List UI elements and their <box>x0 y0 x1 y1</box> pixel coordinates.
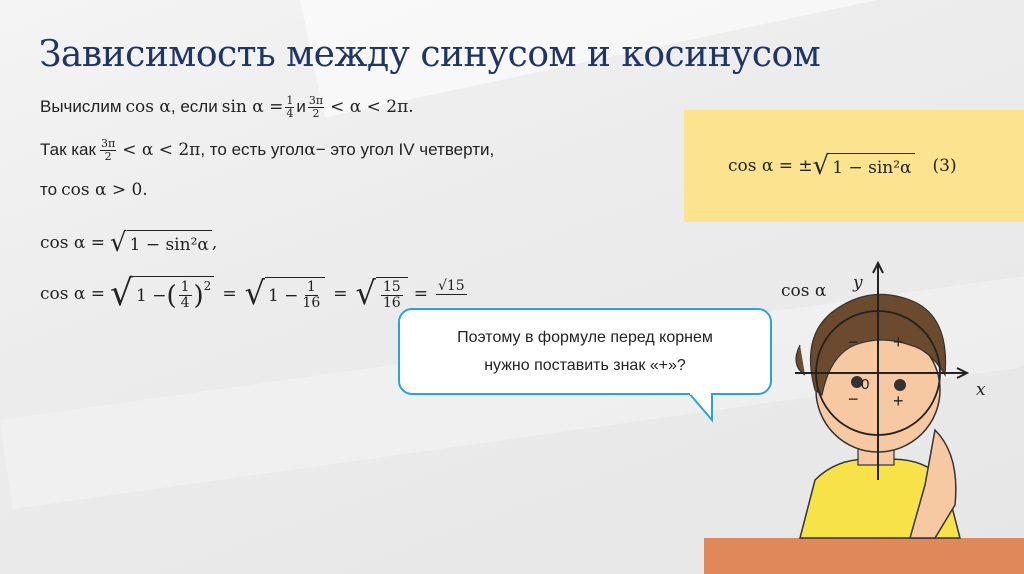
radical-sign-icon: √ <box>110 228 127 258</box>
radicand-text: 1 − <box>267 285 299 306</box>
formula-lhs: cos α = ± <box>728 156 813 176</box>
fraction-numerator: 15 <box>382 279 401 296</box>
radical-sign-icon: √ <box>110 273 133 314</box>
math-sin-alpha: sin α = <box>221 97 284 118</box>
slide-title: Зависимость между синусом и косинусом <box>39 34 821 75</box>
left-paren-icon: ( <box>166 280 177 311</box>
math-range: < α < 2π. <box>330 97 414 118</box>
math-cos-alpha: cos α <box>125 97 171 118</box>
statement-text: Так как <box>40 140 96 160</box>
formula-comma: , <box>211 233 218 253</box>
formula-number: (3) <box>932 156 957 176</box>
right-paren-icon: ) <box>193 280 204 311</box>
radicand-text: 1 − <box>135 285 167 306</box>
radical-sign-icon: √ <box>244 274 265 313</box>
fraction-numerator: 1 <box>180 279 190 296</box>
cos-alpha-label: cos α <box>781 281 827 301</box>
radical-sign-icon: √ <box>812 151 830 181</box>
math-alpha: α <box>304 140 316 161</box>
radical-sign-icon: √ <box>355 274 376 313</box>
formula-lhs: cos α = <box>40 284 106 304</box>
fraction-denominator: 2 <box>312 106 320 120</box>
x-axis-label: x <box>976 380 986 400</box>
fraction-denominator: 4 <box>180 295 190 311</box>
quadrant-4-sign: + <box>893 391 904 411</box>
math-range: < α < 2π <box>122 140 201 161</box>
exponent: 2 <box>203 279 212 293</box>
thinking-boy-illustration <box>760 255 1024 574</box>
formula-lhs: cos α = <box>40 233 106 253</box>
fraction-numerator: 1 <box>286 94 294 107</box>
fraction-denominator: 16 <box>302 295 321 311</box>
bubble-text-line-1: Поэтому в формуле перед корнем <box>457 329 713 347</box>
equals-sign: = <box>333 284 348 304</box>
statement-text: − это угол IV четверти, <box>315 140 495 160</box>
right-eye <box>894 379 906 391</box>
origin-label: 0 <box>861 376 870 393</box>
statement-text: то <box>40 180 58 199</box>
fraction-numerator: 3π <box>100 137 116 150</box>
fraction-numerator: 3π <box>308 94 324 107</box>
math-cos-positive: cos α > 0. <box>61 180 148 200</box>
quadrant-3-sign: − <box>848 389 859 409</box>
bubble-text-line-2: нужно поставить знак «+»? <box>484 356 686 374</box>
statement-text: Вычислим <box>40 97 122 117</box>
statement-text: , если <box>170 97 218 117</box>
fraction-denominator: 4 <box>286 106 294 120</box>
quadrant-1-sign: + <box>893 332 904 352</box>
y-axis-label: y <box>853 273 863 293</box>
speech-bubble <box>398 308 772 395</box>
fraction-denominator: 16 <box>382 295 401 311</box>
statement-text: и <box>296 97 306 117</box>
radicand: 1 − sin²α <box>127 230 212 256</box>
equals-sign: = <box>222 284 237 304</box>
hair-tuft <box>796 345 805 375</box>
fraction-numerator: 1 <box>306 279 316 296</box>
equals-sign: = <box>413 284 428 304</box>
radicand: 1 − sin²α <box>829 153 914 179</box>
quadrant-2-sign: − <box>848 332 859 352</box>
fraction-denominator: 2 <box>104 149 112 163</box>
fraction-numerator: √15 <box>437 277 465 294</box>
statement-text: , то есть угол <box>200 140 305 160</box>
